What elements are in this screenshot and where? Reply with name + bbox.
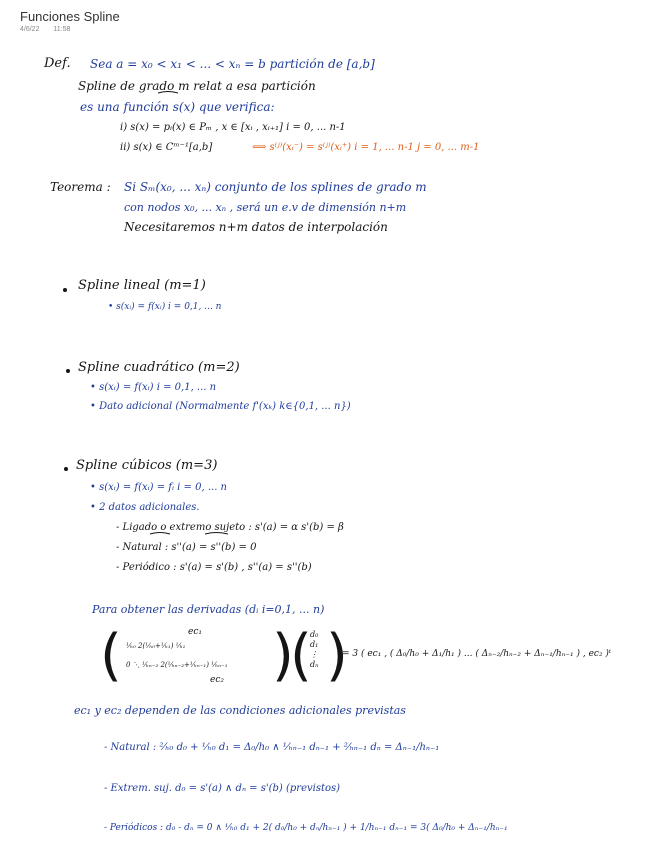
cuadratico-item-1: • s(xᵢ) = f(xᵢ) i = 0,1, ... n (90, 382, 217, 393)
condicion-natural: - Natural : ²⁄ₕ₀ d₀ + ¹⁄ₕ₀ d₁ = Δ₀/h₀ ∧ ¹⁄ₕₙ₋₁ dₙ₋₁ + ²⁄ₕₙ₋₁ dₙ = Δₙ₋₁/hₙ₋₁ (104, 742, 440, 753)
teorema-line-3: Necesitaremos n+m datos de interpolación (124, 220, 388, 234)
underline-stroke (205, 533, 228, 535)
underline-stroke (158, 92, 178, 94)
def-line-1: Sea a = x₀ < x₁ < ... < xₙ = b partición de [a,b] (90, 57, 375, 71)
def-line-5b: ⟺ s⁽ʲ⁾(xᵢ⁻) = s⁽ʲ⁾(xᵢ⁺) i = 1, ... n-1 j = 0, ... m-1 (252, 142, 480, 153)
matrix-right-paren: ) (272, 623, 294, 688)
teorema-line-1: Si Sₘ(x₀, ... xₙ) conjunto de los splines de grado m (124, 180, 427, 194)
teorema-label: Teorema : (50, 180, 111, 194)
condicion-periodico: - Periódicos : d₀ - dₙ = 0 ∧ ¹⁄ₕ₀ d₁ + 2( d₀/h₀ + dₙ/hₙ₋₁ ) + 1/hₙ₋₁ dₙ₋₁ = 3( Δ₀/h₀ + Δₙ₋₁/hₙ₋₁ (104, 823, 508, 833)
page-time: 11:58 (53, 26, 71, 33)
derivadas-line: Para obtener las derivadas (dᵢ i=0,1, ... n) (92, 603, 325, 616)
def-line-5a: ii) s(x) ∈ Cᵐ⁻¹[a,b] (120, 142, 213, 153)
cubico-title: Spline cúbicos (m=3) (76, 458, 218, 473)
cubico-detail-3: - Periódico : s'(a) = s'(b) , s''(a) = s''(b) (116, 562, 312, 573)
rhs-vector: = 3 ( ec₁ , ( Δ₀/h₀ + Δ₁/h₁ ) ... ( Δₙ₋₂/hₙ₋₂ + Δₙ₋₁/hₙ₋₁ ) , ec₂ )ᵗ (342, 649, 612, 659)
page-title: Funciones Spline (20, 9, 120, 24)
vector-left-paren: ( (290, 623, 312, 688)
lineal-item-1: • s(xᵢ) = f(xᵢ) i = 0,1, ... n (108, 302, 222, 312)
matrix-ec1: ec₁ (188, 627, 202, 637)
cuadratico-item-2: • Dato adicional (Normalmente f'(xₖ) k∈{0,1, ... n}) (90, 401, 351, 412)
cubico-item-1: • s(xᵢ) = f(xᵢ) = fᵢ i = 0, ... n (90, 482, 227, 493)
matrix-ec2: ec₂ (210, 675, 224, 685)
condicion-sujeto: - Extrem. suj. d₀ = s'(a) ∧ dₙ = s'(b) (previstos) (104, 783, 341, 794)
matrix-left-paren: ( (100, 623, 122, 688)
condiciones-line: ec₁ y ec₂ dependen de las condiciones adicionales previstas (74, 704, 406, 717)
lineal-title: Spline lineal (m=1) (78, 278, 206, 293)
def-line-2: Spline de grado m relat a esa partición (78, 79, 316, 93)
vector-right-paren: ) (326, 623, 348, 688)
underline-stroke (150, 533, 170, 535)
page-date: 4/6/22 (20, 26, 40, 33)
cuadratico-title: Spline cuadrático (m=2) (78, 360, 240, 375)
cubico-detail-1: - Ligado o extremo sujeto : s'(a) = α s'(b) = β (116, 522, 344, 533)
def-line-4: i) s(x) = pᵢ(x) ∈ Pₘ , x ∈ [xᵢ , xᵢ₊₁] i = 0, ... n-1 (120, 122, 346, 133)
matrix-row-2: 0 ⋱ ¹⁄ₕₙ₋₂ 2(¹⁄ₕₙ₋₂+¹⁄ₕₙ₋₁) ¹⁄ₕₙ₋₁ (126, 661, 228, 669)
def-label: Def. (44, 56, 71, 71)
cubico-item-2: • 2 datos adicionales. (90, 502, 200, 513)
matrix-row-1: ¹⁄ₕ₀ 2(¹⁄ₕ₀+¹⁄ₕ₁) ¹⁄ₕ₁ (126, 642, 186, 650)
cubico-detail-2: - Natural : s''(a) = s''(b) = 0 (116, 542, 257, 553)
def-line-3: es una función s(x) que verifica: (80, 100, 275, 114)
teorema-line-2: con nodos x₀, ... xₙ , será un e.v de dimensión n+m (124, 201, 407, 214)
vector-d: d₀ d₁ ⋮ dₙ (310, 630, 319, 669)
